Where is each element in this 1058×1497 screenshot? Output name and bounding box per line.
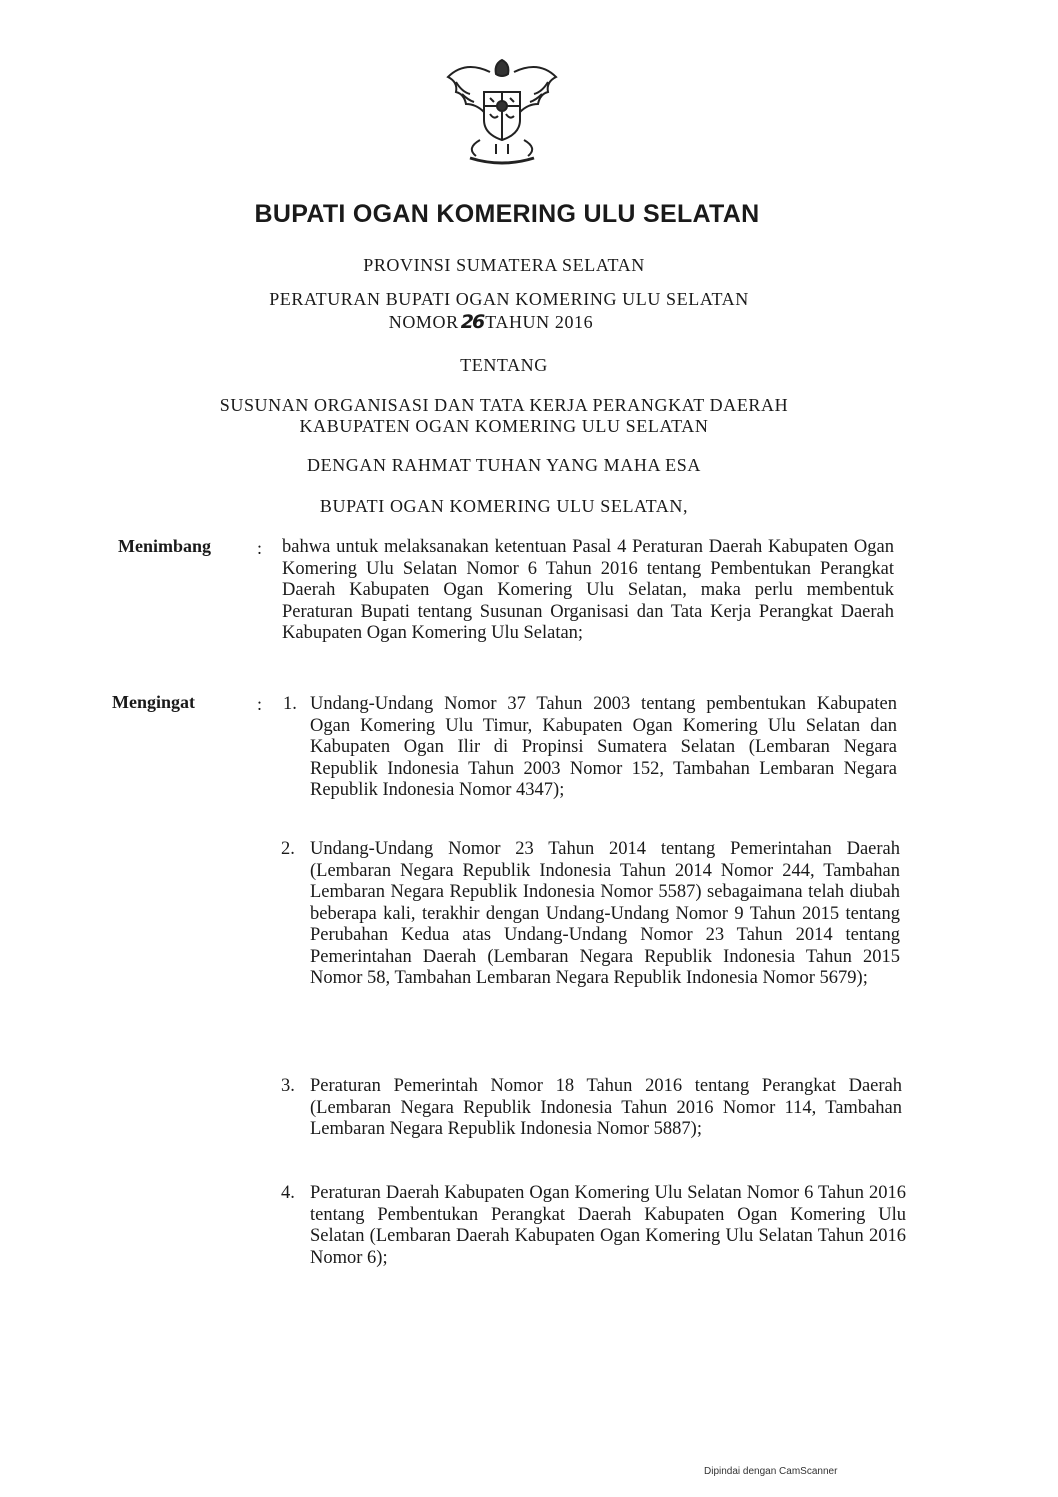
menimbang-colon: : [257, 538, 263, 558]
regulation-line: PERATURAN BUPATI OGAN KOMERING ULU SELATAN [269, 289, 749, 309]
blessing-line: DENGAN RAHMAT TUHAN YANG MAHA ESA [307, 455, 701, 475]
scanner-watermark: Dipindai dengan CamScanner [704, 1466, 838, 1477]
mengingat-item-1: Undang-Undang Nomor 37 Tahun 2003 tentang pembentukan Kabupaten Ogan Komering Ulu Timur, Kabupaten Ogan Komering Ulu Selatan dan Kabupaten Ogan Ilir di Propinsi Sumatera Selatan (Lembaran Negara Republik Indonesia Tahun 2003 Nomor 152, Tambahan Lembaran Negara Republik Indonesia Nomor 4347); [310, 694, 897, 800]
menimbang-text: bahwa untuk melaksanakan ketentuan Pasal 4 Peraturan Daerah Kabupaten Ogan Komering Ulu Selatan Nomor 6 Tahun 2016 tentang Pembentukan Perangkat Daerah Kabupaten Ogan Komering Ulu Selatan, maka perlu membentuk Peraturan Bupati tentang Susunan Organisasi dan Tata Kerja Perangkat Daerah Kabupaten Ogan Komering Ulu Selatan; [282, 537, 894, 643]
document-title: BUPATI OGAN KOMERING ULU SELATAN [254, 200, 760, 228]
regulation-number [0, 311, 1020, 333]
mengingat-item-2: Undang-Undang Nomor 23 Tahun 2014 tentang Pemerintahan Daerah (Lembaran Negara Republik Indonesia Tahun 2014 Nomor 244, Tambahan Lembaran Negara Republik Indonesia Nomor 5587) sebagaimana telah diubah beberapa kali, terakhir dengan Undang-Undang Nomor 9 Tahun 2015 tentang Perubahan Kedua atas Undang-Undang Nomor 23 Tahun 2014 tentang Pemerintahan Daerah (Lembaran Negara Republik Indonesia Tahun 2015 Nomor 58, Tambahan Lembaran Negara Republik Indonesia Nomor 5679); [310, 839, 900, 988]
number-prefix: NOMOR [388, 312, 459, 332]
issuer-line: BUPATI OGAN KOMERING ULU SELATAN, [319, 496, 689, 516]
mengingat-colon: : [257, 694, 263, 714]
mengingat-item-4: Peraturan Daerah Kabupaten Ogan Komering Ulu Selatan Nomor 6 Tahun 2016 tentang Pembentukan Perangkat Daerah Kabupaten Ogan Komering Ulu Selatan (Lembaran Daerah Kabupaten Ogan Komering Ulu Selatan Tahun 2016 Nomor 6); [310, 1183, 906, 1268]
subject-line-2: KABUPATEN OGAN KOMERING ULU SELATAN [299, 416, 709, 436]
mengingat-label: Mengingat [112, 692, 195, 712]
number-handwritten: 26 [460, 311, 484, 333]
garuda-emblem-icon [440, 52, 565, 170]
subject-line-1: SUSUNAN ORGANISASI DAN TATA KERJA PERANGKAT DAERAH [219, 395, 789, 415]
province-line: PROVINSI SUMATERA SELATAN [363, 255, 645, 275]
item-number: 1. [283, 694, 297, 714]
item-number: 3. [281, 1076, 295, 1096]
menimbang-label: Menimbang [118, 536, 212, 556]
item-number: 4. [281, 1183, 295, 1203]
number-suffix: TAHUN 2016 [485, 312, 594, 332]
mengingat-item-3: Peraturan Pemerintah Nomor 18 Tahun 2016 tentang Perangkat Daerah (Lembaran Negara Republik Indonesia Tahun 2016 Nomor 114, Tambahan Lembaran Negara Republik Indonesia Nomor 5887); [310, 1076, 902, 1139]
item-number: 2. [281, 839, 295, 859]
tentang-heading: TENTANG [460, 355, 548, 375]
